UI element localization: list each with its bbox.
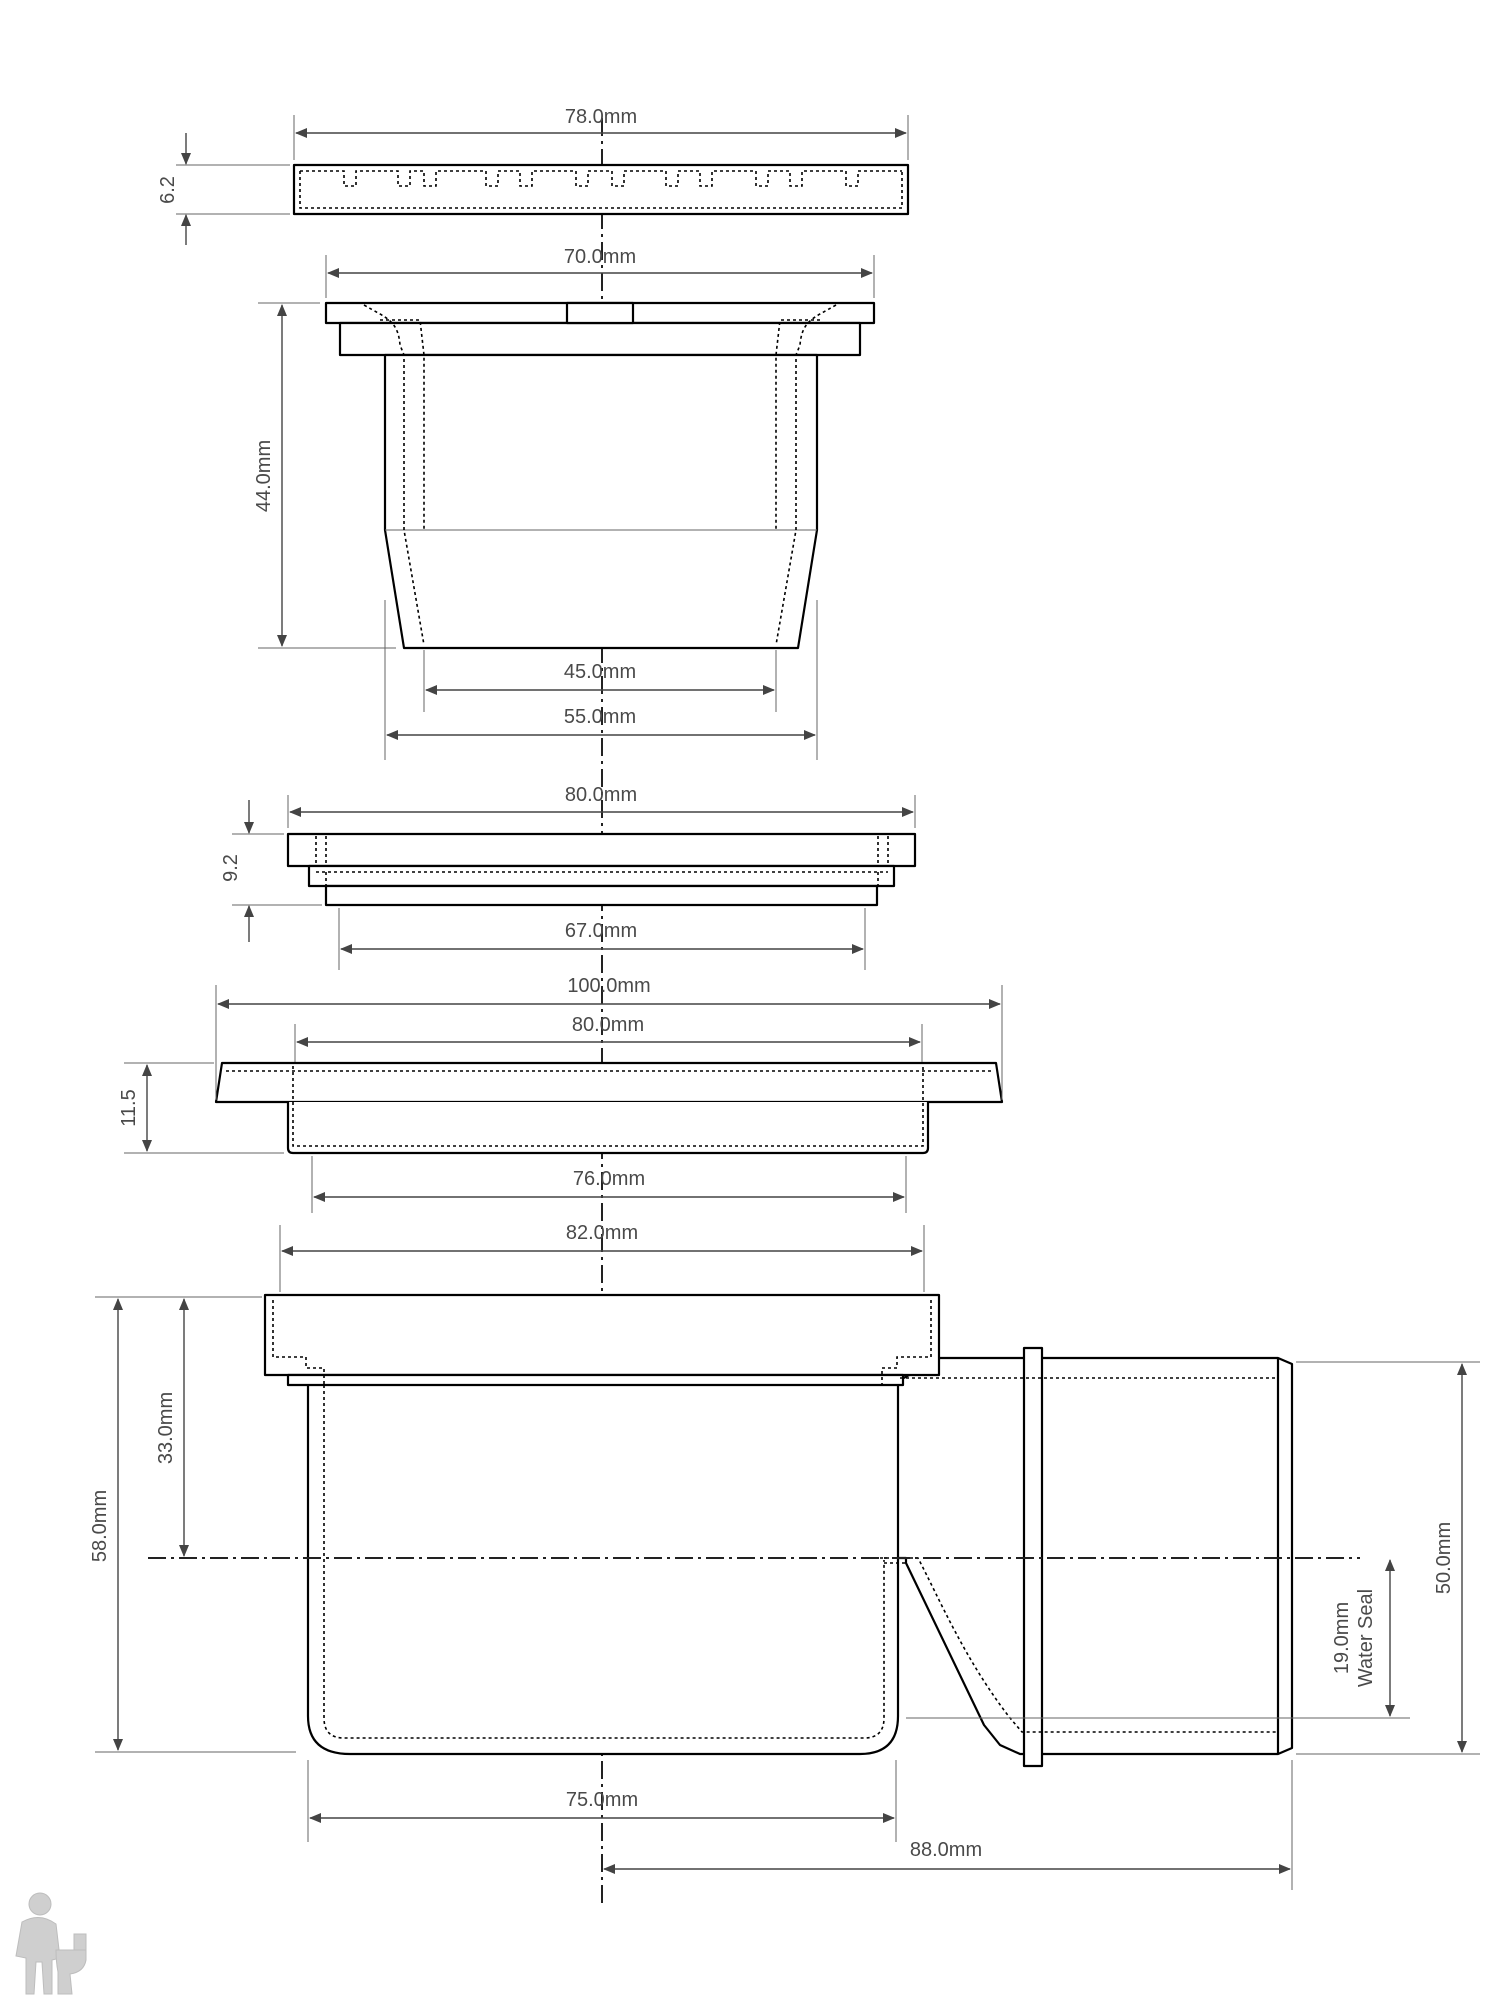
trap-top-width-label: 82.0mm	[565, 1222, 639, 1244]
plumber-with-toilet-icon	[16, 1893, 86, 1994]
trap-outlet-length-label: 88.0mm	[909, 1839, 983, 1861]
trap-body-part	[89, 1222, 1480, 1890]
strainer-bottom-outer-label: 55.0mm	[563, 706, 637, 728]
ring-inner-label: 67.0mm	[564, 920, 638, 942]
ring-height-label: 9.2	[220, 854, 242, 882]
water-seal-text-label: Water Seal	[1355, 1588, 1377, 1688]
trap-total-height-label: 58.0mm	[89, 1489, 111, 1563]
strainer-part	[253, 246, 874, 760]
strainer-rim-width-label: 70.0mm	[563, 246, 637, 268]
water-seal-value-label: 19.0mm	[1331, 1601, 1353, 1675]
grate-part	[157, 106, 908, 245]
flange-outer-label: 100.0mm	[567, 975, 651, 997]
ring-outer-label: 80.0mm	[564, 784, 638, 806]
trap-outlet-diameter-label: 50.0mm	[1433, 1521, 1455, 1595]
strainer-height-label: 44.0mm	[253, 439, 275, 513]
flange-lower-label: 76.0mm	[572, 1168, 646, 1190]
trap-outlet-center-label: 33.0mm	[155, 1391, 177, 1465]
strainer-bottom-inner-label: 45.0mm	[563, 661, 637, 683]
ring-part	[220, 784, 915, 970]
grate-width-label: 78.0mm	[564, 106, 638, 128]
flange-height-label: 11.5	[118, 1089, 140, 1127]
trap-body-width-label: 75.0mm	[565, 1789, 639, 1811]
flange-part	[118, 975, 1002, 1213]
grate-thickness-label: 6.2	[157, 176, 179, 204]
flange-inner-label: 80.0mm	[571, 1014, 645, 1036]
